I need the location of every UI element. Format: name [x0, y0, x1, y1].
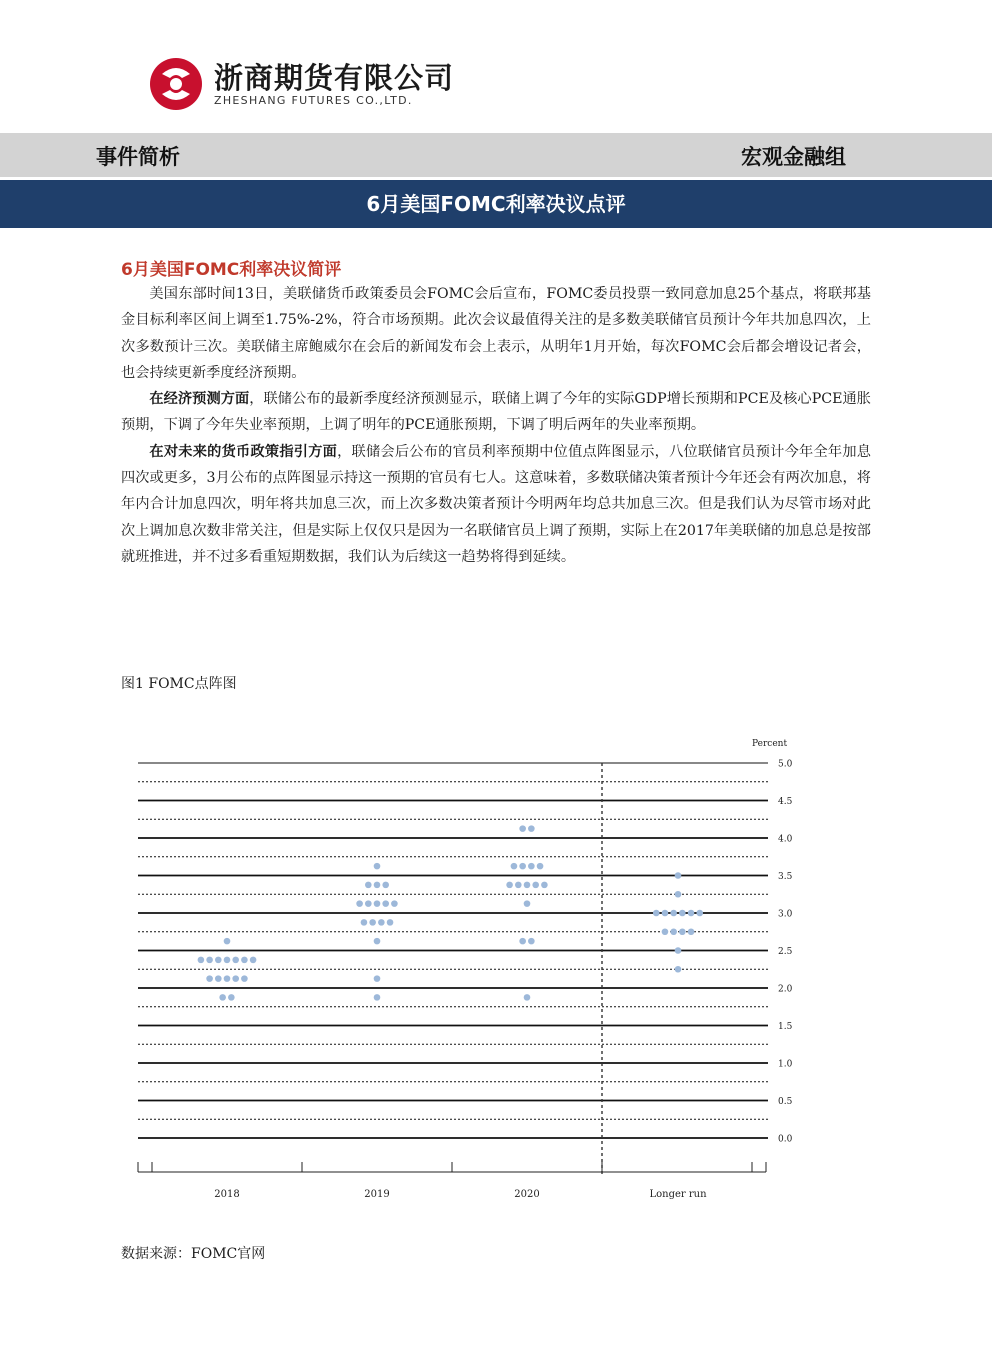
y-tick-label: 0.5: [778, 1097, 793, 1107]
fomc-dot: [528, 863, 535, 870]
fomc-dot: [361, 919, 368, 926]
fomc-dot: [378, 919, 385, 926]
company-logo: [148, 52, 455, 116]
fomc-dot: [382, 882, 389, 889]
fomc-dot: [241, 975, 248, 982]
fomc-dot: [524, 900, 531, 907]
report-body: [121, 281, 871, 570]
fomc-dot: [528, 825, 535, 832]
fomc-dot: [537, 863, 544, 870]
fomc-dot: [369, 919, 376, 926]
paragraph-2: [121, 386, 871, 439]
report-title: 6月美国FOMC利率决议点评: [366, 192, 626, 216]
fomc-dot: [374, 938, 381, 945]
fomc-dot-plot: [130, 730, 810, 1210]
fomc-dot: [215, 957, 222, 964]
fomc-dot: [679, 910, 686, 917]
paragraph-3-text: ，联储会后公布的官员利率预期中位值点阵图显示，八位联储官员预计今年全年加息四次或更多，3月公布的点阵图显示持这一预期的官员有七人。这意味着，多数联储决策者预计今年还会有两次加息，将年内合计加息四次，明年将共加息三次，而上次多数决策者预计今明两年均总共加息三次。但是我们认为尽管市场对此次上调加息次数非常关注，但是实际上仅仅只是因为一名联储官员上调了预期，实际上在2017年美联储的加息总是按部就班推进，并不过多看重短期数据，我们认为后续这一趋势将得到延续。: [121, 443, 871, 565]
data-source: 数据来源：FOMC官网: [121, 1246, 266, 1262]
fomc-dot: [696, 910, 703, 917]
fomc-dot: [374, 975, 381, 982]
fomc-dot: [528, 938, 535, 945]
fomc-dot: [206, 975, 213, 982]
fomc-dot: [232, 957, 239, 964]
fomc-dot: [224, 957, 231, 964]
company-name-en: ZHESHANG FUTURES CO.,LTD.: [214, 94, 413, 107]
fomc-dot: [662, 928, 669, 935]
x-category-label: 2019: [364, 1189, 390, 1200]
y-tick-label: 2.5: [778, 947, 793, 957]
fomc-dot: [374, 900, 381, 907]
y-tick-label: 2.0: [778, 984, 793, 995]
y-tick-label: 1.0: [778, 1059, 793, 1070]
y-tick-label: 1.5: [778, 1022, 793, 1032]
fomc-dot: [374, 994, 381, 1001]
y-axis-label: Percent: [752, 739, 788, 749]
fomc-dot: [382, 900, 389, 907]
fomc-dot: [241, 957, 248, 964]
fomc-dot: [675, 966, 682, 973]
y-tick-label: 0.0: [778, 1134, 793, 1145]
fomc-dot: [365, 882, 372, 889]
y-tick-label: 4.0: [778, 834, 793, 845]
y-tick-label: 5.0: [778, 759, 793, 770]
report-group: 宏观金融组: [741, 145, 846, 169]
fomc-dot: [215, 975, 222, 982]
fomc-dot: [670, 928, 677, 935]
y-tick-label: 3.5: [778, 872, 793, 882]
fomc-dot: [653, 910, 660, 917]
fomc-dot: [519, 938, 526, 945]
paragraph-3: [121, 439, 871, 570]
fomc-dot: [391, 900, 398, 907]
fomc-dot: [387, 919, 394, 926]
fomc-dot: [675, 947, 682, 954]
fomc-dot: [356, 900, 363, 907]
company-logo-icon: [148, 56, 204, 112]
fomc-dot: [670, 910, 677, 917]
fomc-dot: [374, 863, 381, 870]
y-tick-label: 3.0: [778, 909, 793, 920]
fomc-dot: [506, 882, 513, 889]
fomc-dot: [679, 928, 686, 935]
x-category-label: 2020: [514, 1189, 540, 1200]
fomc-dot: [198, 957, 205, 964]
fomc-dot: [224, 938, 231, 945]
fomc-dot: [511, 863, 518, 870]
fomc-dot: [374, 882, 381, 889]
paragraph-3-lead: 在对未来的货币政策指引方面: [149, 443, 338, 460]
fomc-dot: [515, 882, 522, 889]
fomc-dot: [519, 863, 526, 870]
fomc-dot: [524, 882, 531, 889]
fomc-dot: [250, 957, 257, 964]
fomc-dot: [365, 900, 372, 907]
fomc-dot: [541, 882, 548, 889]
paragraph-2-text: ，联储公布的最新季度经济预测显示，联储上调了今年的实际GDP增长预期和PCE及核心PCE通胀预期，下调了今年失业率预期，上调了明年的PCE通胀预期，下调了明后两年的失业率预期。: [121, 391, 871, 434]
paragraph-1: 美国东部时间13日，美联储货币政策委员会FOMC会后宣布，FOMC委员投票一致同意加息25个基点，将联邦基金目标利率区间上调至1.75%-2%，符合市场预期。此次会议最值得关注的是多数美联储官员预计今年共加息四次，上次多数预计三次。美联储主席鲍威尔在会后的新闻发布会上表示，从明年1月开始，每次FOMC会后都会增设记者会，也会持续更新季度经济预期。: [121, 286, 871, 381]
fomc-dot: [228, 994, 235, 1001]
fomc-dot: [524, 994, 531, 1001]
x-category-label: 2018: [214, 1189, 240, 1200]
section-title: 6月美国FOMC利率决议简评: [121, 260, 342, 280]
y-tick-label: 4.5: [778, 797, 793, 807]
fomc-dot: [232, 975, 239, 982]
fomc-dot: [224, 975, 231, 982]
fomc-dot: [532, 882, 539, 889]
x-category-label: Longer run: [649, 1189, 707, 1200]
figure-caption: 图1 FOMC点阵图: [121, 676, 237, 692]
fomc-dot: [688, 910, 695, 917]
report-category: 事件简析: [96, 145, 180, 169]
fomc-dot: [675, 872, 682, 879]
company-name-cn: 浙商期货有限公司: [214, 61, 455, 95]
fomc-dot: [675, 891, 682, 898]
fomc-dot: [662, 910, 669, 917]
paragraph-2-lead: 在经济预测方面: [149, 391, 250, 408]
fomc-dot: [219, 994, 226, 1001]
fomc-dot: [688, 928, 695, 935]
fomc-dot: [519, 825, 526, 832]
fomc-dot: [206, 957, 213, 964]
